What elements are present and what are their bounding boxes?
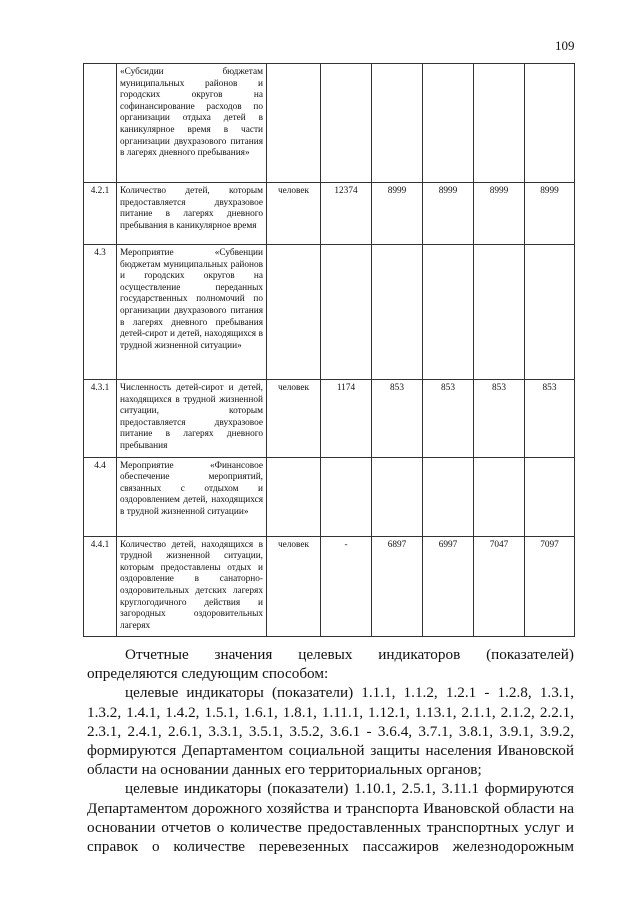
table-row bbox=[84, 183, 575, 245]
row-value bbox=[474, 64, 525, 183]
indicators-table bbox=[83, 63, 575, 637]
table-row bbox=[84, 457, 575, 536]
row-value: 6997 bbox=[423, 536, 474, 637]
row-value: 8999 bbox=[372, 183, 423, 245]
row-description: Мероприятие «Финансовое обеспечение мероприятий, связанных с отдыхом и оздоровлением детей, находящихся в трудной жизненной ситуации» bbox=[117, 457, 267, 536]
row-value: 853 bbox=[525, 380, 575, 458]
row-value: 1174 bbox=[321, 380, 372, 458]
paragraph-social-protection: целевые индикаторы (показатели) 1.1.1, 1.1.2, 1.2.1 - 1.2.8, 1.3.1, 1.3.2, 1.4.1, 1.4.2, 1.5.1, 1.6.1, 1.8.1, 1.11.1, 1.12.1, 1.13.1, 2.1.1, 2.1.2, 2.2.1, 2.3.1, 2.4.1, 2.6.1, 3.3.1, 3.5.1, 3.5.2, 3.6.1 - 3.6.4, 3.7.1, 3.8.1, 3.9.1, 3.9.2, формируются Департаментом социальной защиты населения Ивановской области на основании данных его территориальных органов; bbox=[87, 684, 574, 779]
row-description: Количество детей, находящихся в трудной жизненной ситуации, которым предоставлены отдых и оздоровление в санаторно-оздоровительных детских лагерях круглогодичного действия и загородных оздоровительных лагерях bbox=[117, 536, 267, 637]
row-value bbox=[474, 245, 525, 380]
row-number: 4.2.1 bbox=[84, 183, 117, 245]
row-unit bbox=[267, 457, 321, 536]
row-number: 4.4 bbox=[84, 457, 117, 536]
row-unit: человек bbox=[267, 183, 321, 245]
row-value: 8999 bbox=[525, 183, 575, 245]
row-description: Численность детей-сирот и детей, находящихся в трудной жизненной ситуации, которым предоставляется двухразовое питание в лагерях дневного пребывания bbox=[117, 380, 267, 458]
row-value bbox=[372, 64, 423, 183]
page-number: 109 bbox=[555, 38, 575, 53]
paragraph-road-transport: целевые индикаторы (показатели) 1.10.1, 2.5.1, 3.11.1 формируются Департаментом дорожного хозяйства и транспорта Ивановской области на основании отчетов о количестве предоставленных транспортных услуг и справок о количестве перевезенных пассажиров железнодорожным bbox=[87, 780, 574, 856]
row-value: 853 bbox=[423, 380, 474, 458]
row-unit: человек bbox=[267, 380, 321, 458]
table-row bbox=[84, 380, 575, 458]
row-value: 8999 bbox=[423, 183, 474, 245]
row-value: - bbox=[321, 536, 372, 637]
row-value bbox=[372, 245, 423, 380]
row-number: 4.3 bbox=[84, 245, 117, 380]
row-number: 4.3.1 bbox=[84, 380, 117, 458]
row-value bbox=[423, 64, 474, 183]
table-row bbox=[84, 536, 575, 637]
row-number bbox=[84, 64, 117, 183]
table-row bbox=[84, 245, 575, 380]
row-value: 6897 bbox=[372, 536, 423, 637]
row-value: 12374 bbox=[321, 183, 372, 245]
row-value bbox=[321, 64, 372, 183]
row-value bbox=[423, 457, 474, 536]
row-value: 853 bbox=[372, 380, 423, 458]
row-value bbox=[474, 457, 525, 536]
row-value: 7047 bbox=[474, 536, 525, 637]
row-unit bbox=[267, 64, 321, 183]
paragraph-reporting-values: Отчетные значения целевых индикаторов (показателей) bbox=[125, 646, 574, 663]
row-unit: человек bbox=[267, 536, 321, 637]
row-value: 7097 bbox=[525, 536, 575, 637]
body-text bbox=[87, 645, 574, 856]
row-value bbox=[525, 245, 575, 380]
row-value bbox=[525, 64, 575, 183]
row-value bbox=[525, 457, 575, 536]
row-value bbox=[321, 245, 372, 380]
table-row bbox=[84, 64, 575, 183]
paragraph-reporting-values-cont: определяются следующим способом: bbox=[87, 665, 329, 683]
row-value: 8999 bbox=[474, 183, 525, 245]
row-value bbox=[321, 457, 372, 536]
row-description: Количество детей, которым предоставляется двухразовое питание в лагерях дневного пребывания в каникулярное время bbox=[117, 183, 267, 245]
row-unit bbox=[267, 245, 321, 380]
row-value bbox=[372, 457, 423, 536]
row-value bbox=[423, 245, 474, 380]
row-description: «Субсидии бюджетам муниципальных районов и городских округов на софинансирование расходов по организации отдыха детей в каникулярное время в части организации двухразового питания в лагерях дневного пребывания» bbox=[117, 64, 267, 183]
row-value: 853 bbox=[474, 380, 525, 458]
row-number: 4.4.1 bbox=[84, 536, 117, 637]
row-description: Мероприятие «Субвенции бюджетам муниципальных районов и городских округов на осуществление переданных государственных полномочий по организации двухразового питания в лагерях дневного пребывания детей-сирот и детей, находящихся в трудной жизненной ситуации» bbox=[117, 245, 267, 380]
